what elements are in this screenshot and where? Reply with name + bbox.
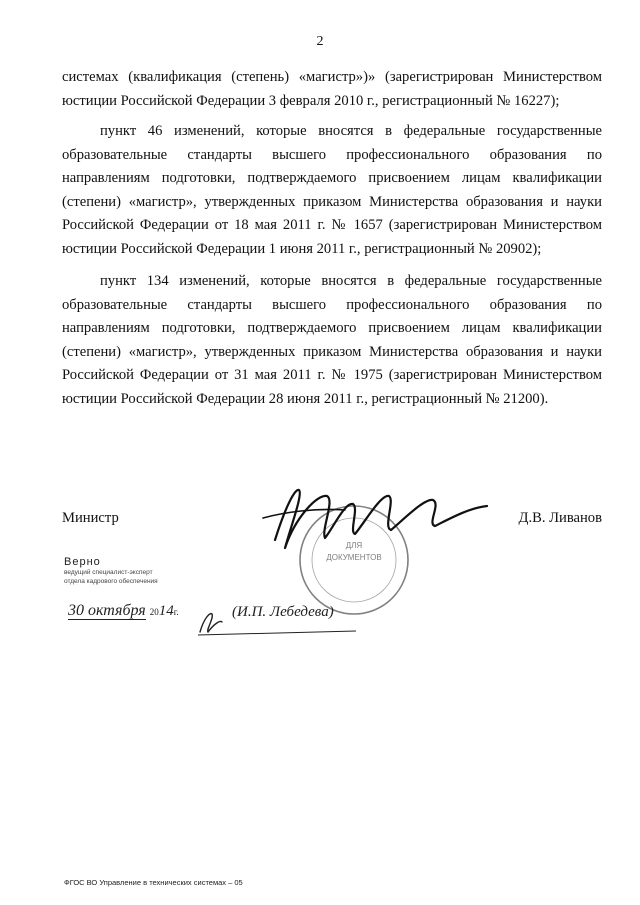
certification-date	[68, 602, 179, 620]
paragraph-1	[62, 66, 602, 113]
page-number: 2	[316, 34, 324, 49]
certification-block	[64, 556, 264, 586]
certification-date-suffix: г.	[173, 607, 179, 617]
certification-signer: (И.П. Лебедева)	[232, 604, 334, 620]
certification-position: ведущий специалист-эксперт	[64, 569, 153, 576]
document-footer: ФГОС ВО Управление в технических системах – 05	[64, 878, 243, 887]
certification-date-year-prefix: 20	[149, 607, 159, 617]
certification-date-year: 14	[158, 603, 174, 619]
minister-name: Д.В. Ливанов	[518, 510, 602, 526]
svg-text:ДОКУМЕНТОВ: ДОКУМЕНТОВ	[326, 553, 382, 562]
paragraph-3	[62, 270, 602, 411]
certification-verno: Верно	[64, 556, 101, 568]
paragraph-3-text: пункт 134 изменений, которые вносятся в федеральные государственные образовательные стандарты высшего профессионального образования по направлениям подготовки, подтверждаемого присвоением лицам квалификации (степени) «магистр», утвержденных приказом Министерства образования и науки Российской Федерации от 31 мая 2011 г. № 1975 (зарегистрирован Министерством юстиции Российской Федерации 28 июня 2011 г., регистрационный № 21200).	[62, 273, 602, 407]
paragraph-2-text: пункт 46 изменений, которые вносятся в федеральные государственные образовательные стандарты высшего профессионального образования по направлениям подготовки, подтверждаемого присвоением лицам квалификации (степени) «магистр», утвержденных приказом Министерства образования и науки Российской Федерации от 18 мая 2011 г. № 1657 (зарегистрирован Министерством юстиции Российской Федерации 1 июня 2011 г., регистрационный № 20902);	[62, 123, 602, 257]
paragraph-1-text: системах (квалификация (степень) «магистр»)» (зарегистрирован Министерством юстиции Российской Федерации 3 февраля 2010 г., регистрационный № 16227);	[62, 69, 602, 109]
svg-text:ДЛЯ: ДЛЯ	[345, 541, 363, 550]
minister-signature	[255, 478, 505, 558]
certification-date-day-month: 30 октября	[68, 602, 146, 619]
certification-signer-name: И.П. Лебедева	[237, 604, 329, 620]
minister-title: Министр	[62, 510, 119, 526]
paragraph-2	[62, 120, 602, 261]
certification-department: отдела кадрового обеспечения	[64, 578, 158, 585]
